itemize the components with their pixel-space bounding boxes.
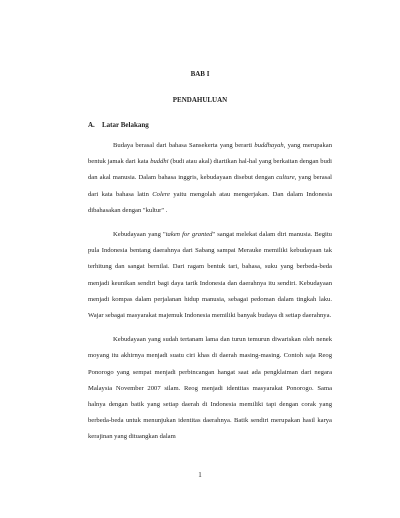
paragraph-1-text: yaitu mengolah atau mengerjakan. Dan dalam Indonesia dibahasakan dengan "kultur" . [88, 190, 332, 214]
paragraph-2 [88, 227, 332, 324]
paragraph-1-text: (budi atau akal) diartikan hal-hal yang berkaitan dengan budi dan akal manusia. Dalam bahasa inggris, kebudayaan disebut dengan [88, 158, 332, 182]
paragraph-3 [88, 332, 332, 445]
page-number: 1 [198, 471, 202, 479]
term-culture: culture [276, 174, 295, 182]
paragraph-1-text: , yang merupakan bentuk jamak dari kata [88, 142, 332, 166]
term-buddhayah: buddhayah [254, 142, 284, 149]
section-title: Latar Belakang [102, 121, 149, 129]
paragraph-3-text: Kebudayaan yang sudah tertanam lama dan turun temurun diwariskan oleh nenek moyang itu akhirnya menjadi suatu ciri khas di daerah masing-masing. Contoh saja Reog Ponorogo yang sempat menjadi perbincangan hangat saat ada pengklaiman dari negara Malaysia November 2007 silam. Reog menjadi identitas masyarakat Ponorogo. Sama halnya dengan batik yang setiap daerah di Indonesia memiliki tapi dengan corak yang berbeda-beda untuk menunjukan identitas daerahnya. Batik sendiri merupakan hasil karya kerajinan yang dituangkan dalam [88, 336, 332, 441]
term-colere: Colere [152, 190, 170, 198]
body-text [88, 138, 332, 446]
chapter-title: PENDAHULUAN [172, 96, 228, 104]
paragraph-1-text: , yang berasal dari kata bahasa latin [88, 174, 332, 198]
chapter-heading: BAB I [190, 70, 210, 78]
paragraph-2-text: " sangat melekat dalam diri manusia. Begitu pula Indonesia bentang daerahnya dari Sabang sampai Merauke memiliki kebudayaan tak terhitung dan sangat bernilai. Dari ragam bentuk tari, bahasa, suku yang berbeda-beda menjadi keunikan sendiri bagi daya tarik Indonesia dan daerahnya itu sendiri. Kebudayaan menjadi kompas dalam perjalanan hidup manusia, sebagai pedoman dalam tingkah laku. Wajar sebagai masyarakat majemuk Indonesia memiliki banyak budaya di setiap daerahnya. [88, 231, 332, 320]
paragraph-1-text: Budaya berasal dari bahasa Sansekerta yang berarti [113, 142, 255, 149]
paragraph-1 [88, 138, 332, 219]
term-taken-for-granted: taken for granted [165, 231, 213, 239]
section-number: A. [88, 121, 95, 129]
term-buddhi: buddhi [150, 158, 169, 166]
section-heading [88, 121, 149, 129]
paragraph-2-text: Kebudayaan yang " [113, 231, 166, 239]
